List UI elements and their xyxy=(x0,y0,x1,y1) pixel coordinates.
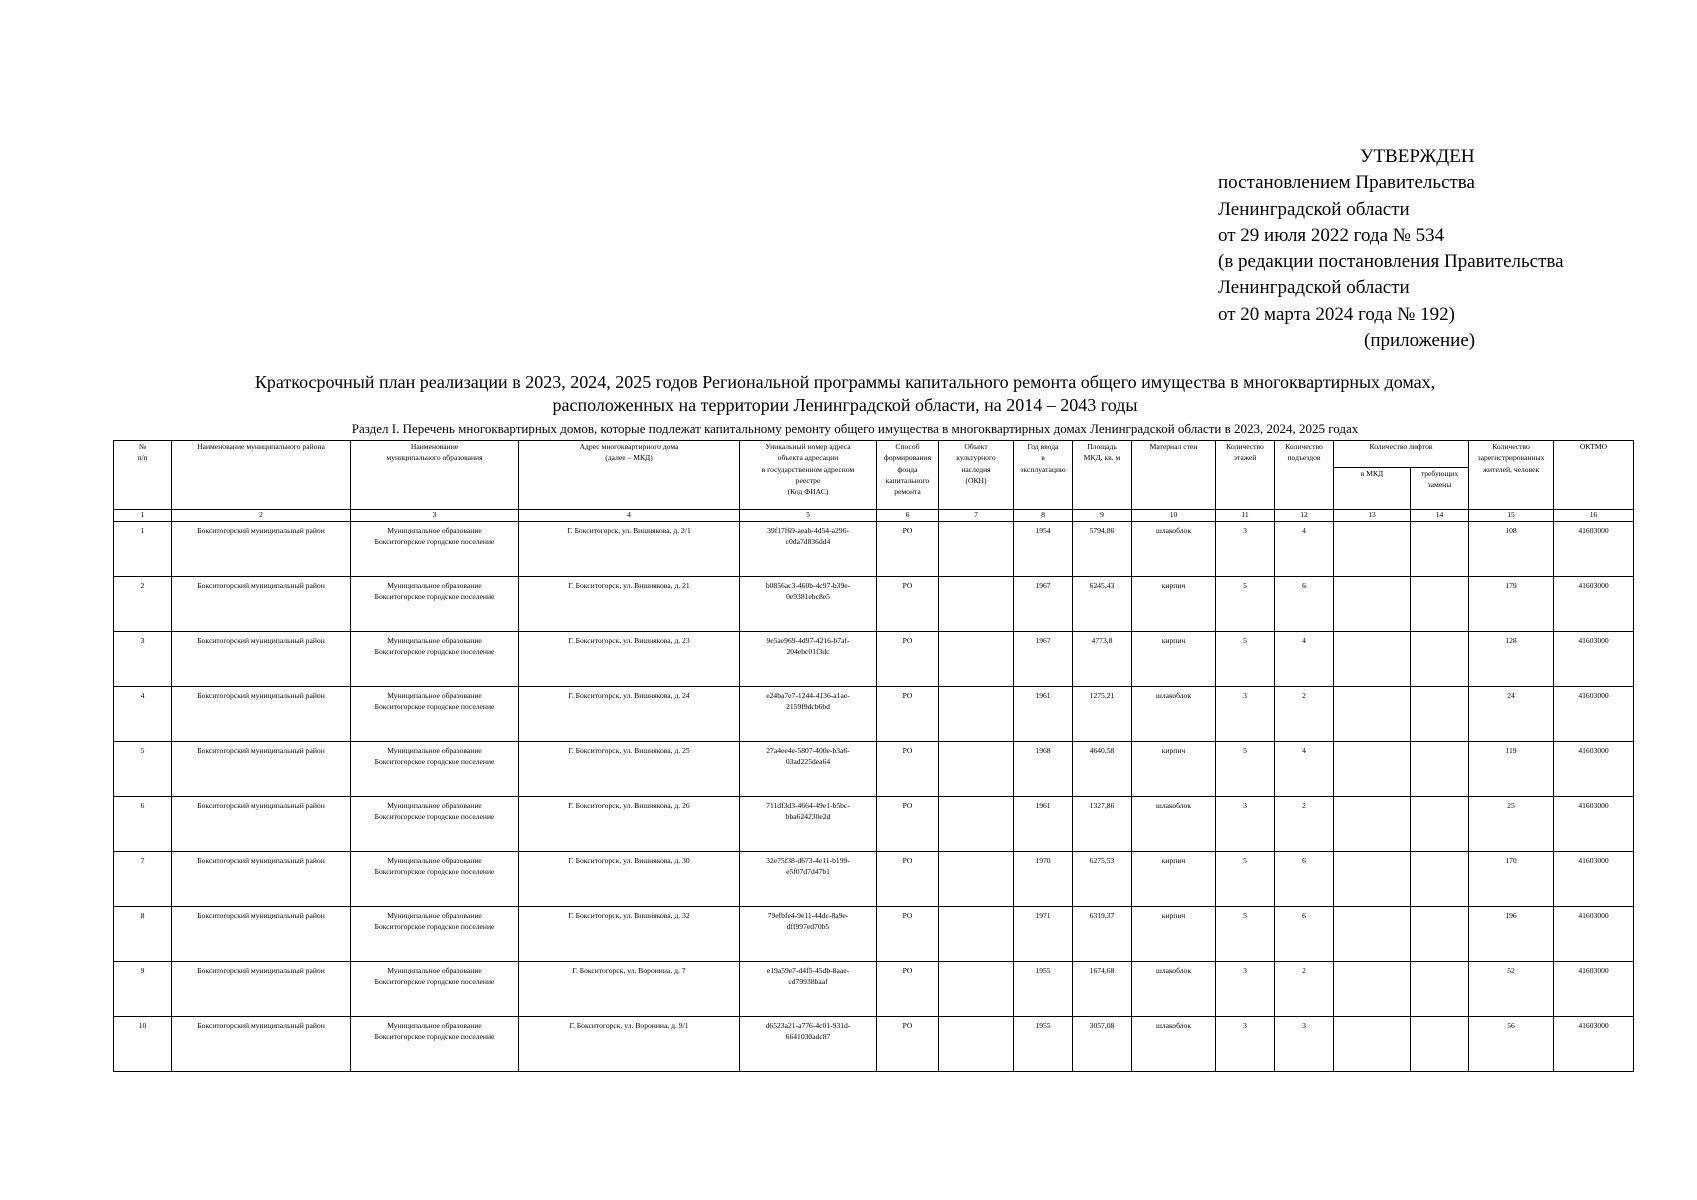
cell-lifts-total xyxy=(1334,522,1411,577)
column-number-cell: 6 xyxy=(877,510,939,522)
cell-oktmo: 41603000 xyxy=(1554,577,1634,632)
header-cell-heritage xyxy=(939,441,1014,510)
cell-year: 1971 xyxy=(1014,907,1073,962)
header-text-line: Уникальный номер адреса xyxy=(765,442,851,451)
header-text-line: муниципального образования xyxy=(386,453,483,463)
cell-oktmo: 41603000 xyxy=(1554,962,1634,1017)
cell-number: 9 xyxy=(114,962,172,1017)
cell-residents: 25 xyxy=(1469,797,1554,852)
cell-residents: 52 xyxy=(1469,962,1554,1017)
cell-lifts-total xyxy=(1334,1017,1411,1072)
cell-municipality-line: Бокситогорское городское поселение xyxy=(374,537,495,547)
cell-residents: 56 xyxy=(1469,1017,1554,1072)
header-text-line: фонда xyxy=(897,464,918,474)
cell-fias xyxy=(740,577,877,632)
cell-fias-line: 32e75f38-d673-4e11-b199- xyxy=(766,856,850,865)
cell-floors: 5 xyxy=(1216,907,1275,962)
cell-year: 1955 xyxy=(1014,962,1073,1017)
table-row xyxy=(114,1017,1634,1072)
column-number-cell: 8 xyxy=(1014,510,1073,522)
header-text-line: (далее – МКД) xyxy=(605,453,653,463)
header-text-line: Количество xyxy=(1492,442,1530,451)
cell-fias xyxy=(740,742,877,797)
approval-heading: УТВЕРЖДЕН xyxy=(1360,146,1475,167)
cell-fund-method: РО xyxy=(877,742,939,797)
header-cell-area xyxy=(1073,441,1132,510)
cell-fias xyxy=(740,962,877,1017)
cell-fias xyxy=(740,797,877,852)
header-text-line: Наименование муниципального района xyxy=(197,442,325,451)
cell-municipality-line: Бокситогорское городское поселение xyxy=(374,812,495,822)
cell-area: 6245,43 xyxy=(1073,577,1132,632)
cell-number: 1 xyxy=(114,522,172,577)
header-cell-lifts-group xyxy=(1334,441,1469,468)
housing-table xyxy=(113,440,1634,1072)
cell-fias-line: 6641030adc87 xyxy=(785,1032,831,1042)
header-text-line: требующих xyxy=(1420,469,1459,478)
cell-fund-method: РО xyxy=(877,632,939,687)
header-text-line: Способ xyxy=(895,442,920,451)
cell-wall-material: шлакоблок xyxy=(1132,1017,1216,1072)
cell-fias-line: e24ba7e7-1244-4136-a1ae- xyxy=(766,691,850,700)
header-text-line: реестре xyxy=(795,475,821,485)
header-text-line: Материал стен xyxy=(1149,442,1198,451)
approval-line: постановлением Правительства xyxy=(1218,172,1475,194)
cell-municipality-line: Бокситогорское городское поселение xyxy=(374,922,495,932)
cell-year: 1967 xyxy=(1014,632,1073,687)
cell-district: Бокситогорский муниципальный район xyxy=(172,577,351,632)
cell-lifts-replace xyxy=(1411,797,1469,852)
document-title-line: расположенных на территории Ленинградской области, на 2014 – 2043 годы xyxy=(552,395,1138,415)
cell-year: 1967 xyxy=(1014,577,1073,632)
table-row xyxy=(114,577,1634,632)
cell-year: 1970 xyxy=(1014,852,1073,907)
header-cell-lifts-total xyxy=(1334,468,1411,510)
header-cell-year xyxy=(1014,441,1073,510)
cell-municipality-line: Муниципальное образование xyxy=(387,1021,482,1030)
cell-lifts-total xyxy=(1334,852,1411,907)
cell-entrances: 6 xyxy=(1275,577,1334,632)
cell-residents: 128 xyxy=(1469,632,1554,687)
header-cell-lifts-replace xyxy=(1411,468,1469,510)
cell-municipality-line: Муниципальное образование xyxy=(387,911,482,920)
cell-district: Бокситогорский муниципальный район xyxy=(172,522,351,577)
cell-heritage xyxy=(939,1017,1014,1072)
cell-residents: 24 xyxy=(1469,687,1554,742)
header-text-line: формирования xyxy=(883,453,932,463)
cell-area: 6319,37 xyxy=(1073,907,1132,962)
cell-address: Г. Бокситогорск, ул. Вишнякова, д. 25 xyxy=(519,742,740,797)
cell-district: Бокситогорский муниципальный район xyxy=(172,797,351,852)
cell-wall-material: шлакоблок xyxy=(1132,687,1216,742)
cell-wall-material: шлакоблок xyxy=(1132,522,1216,577)
cell-address: Г. Бокситогорск, ул. Воронина, д. 7 xyxy=(519,962,740,1017)
cell-lifts-total xyxy=(1334,962,1411,1017)
cell-heritage xyxy=(939,742,1014,797)
cell-fias-line: b0856ac3-460b-4c97-b39e- xyxy=(765,581,851,590)
cell-district: Бокситогорский муниципальный район xyxy=(172,687,351,742)
cell-heritage xyxy=(939,522,1014,577)
header-cell-oktmo xyxy=(1554,441,1634,510)
header-text-line: Наименование xyxy=(410,442,459,451)
header-cell-residents xyxy=(1469,441,1554,510)
cell-oktmo: 41603000 xyxy=(1554,742,1634,797)
section-title: Раздел I. Перечень многоквартирных домов, которые подлежат капитальному ремонту общего имущества в многоквартирных домах Ленинградской области в 2023, 2024, 2025 годах xyxy=(351,421,1359,436)
header-cell-entrances xyxy=(1275,441,1334,510)
cell-lifts-replace xyxy=(1411,522,1469,577)
header-text-line: зарегистрированных xyxy=(1477,453,1545,463)
header-text-line: в государственном адресном xyxy=(761,464,855,474)
cell-fias-line: 9e5ae969-4d97-4216-b7af- xyxy=(766,636,850,645)
approval-line: Ленинградской области xyxy=(1218,277,1410,299)
cell-municipality-line: Муниципальное образование xyxy=(387,691,482,700)
approval-appendix-label: (приложение) xyxy=(1364,330,1476,352)
cell-oktmo: 41603000 xyxy=(1554,1017,1634,1072)
cell-municipality-line: Бокситогорское городское поселение xyxy=(374,702,495,712)
cell-lifts-replace xyxy=(1411,742,1469,797)
cell-heritage xyxy=(939,577,1014,632)
cell-number: 3 xyxy=(114,632,172,687)
cell-fias-line: bba624230e2d xyxy=(785,812,831,822)
header-text-line: капитального xyxy=(885,475,930,485)
table-row xyxy=(114,907,1634,962)
cell-number: 5 xyxy=(114,742,172,797)
header-cell-fias xyxy=(740,441,877,510)
cell-oktmo: 41603000 xyxy=(1554,797,1634,852)
column-number-cell: 15 xyxy=(1469,510,1554,522)
header-text-line: в xyxy=(1041,453,1045,463)
cell-municipality-line: Бокситогорское городское поселение xyxy=(374,867,495,877)
header-text-line: эксплуатацию xyxy=(1020,464,1066,474)
header-text-line: № xyxy=(138,442,147,451)
column-number-cell: 12 xyxy=(1275,510,1334,522)
cell-year: 1968 xyxy=(1014,742,1073,797)
header-text-line: наследия xyxy=(961,464,991,474)
cell-address: Г. Бокситогорск, ул. Вишнякова, д. 23 xyxy=(519,632,740,687)
cell-area: 4640,58 xyxy=(1073,742,1132,797)
cell-district: Бокситогорский муниципальный район xyxy=(172,852,351,907)
header-cell-fund-method xyxy=(877,441,939,510)
header-text-line: Количество xyxy=(1226,442,1264,451)
header-text-line: ремонта xyxy=(894,487,921,497)
cell-lifts-replace xyxy=(1411,962,1469,1017)
cell-fias xyxy=(740,907,877,962)
cell-fias-line: 79efbfe4-9e11-44dc-8a9e- xyxy=(767,911,849,920)
cell-floors: 3 xyxy=(1216,1017,1275,1072)
cell-wall-material: кирпич xyxy=(1132,577,1216,632)
header-text-line: объекта адресации xyxy=(777,453,839,463)
cell-number: 6 xyxy=(114,797,172,852)
header-text-line: Количество лифтов xyxy=(1369,442,1433,451)
cell-area: 5794,86 xyxy=(1073,522,1132,577)
header-text-line: (Код ФИАС) xyxy=(787,487,829,497)
cell-district: Бокситогорский муниципальный район xyxy=(172,962,351,1017)
cell-lifts-total xyxy=(1334,687,1411,742)
cell-wall-material: кирпич xyxy=(1132,907,1216,962)
cell-area: 1674,68 xyxy=(1073,962,1132,1017)
column-number-cell: 10 xyxy=(1132,510,1216,522)
cell-fund-method: РО xyxy=(877,687,939,742)
cell-district: Бокситогорский муниципальный район xyxy=(172,1017,351,1072)
cell-lifts-replace xyxy=(1411,907,1469,962)
cell-wall-material: шлакоблок xyxy=(1132,962,1216,1017)
cell-lifts-total xyxy=(1334,907,1411,962)
cell-lifts-replace xyxy=(1411,687,1469,742)
cell-area: 1275,21 xyxy=(1073,687,1132,742)
cell-municipality-line: Бокситогорское городское поселение xyxy=(374,592,495,602)
cell-municipality-line: Муниципальное образование xyxy=(387,746,482,755)
cell-entrances: 6 xyxy=(1275,852,1334,907)
cell-fias-line: d6523a21-a776-4c01-931d- xyxy=(765,1021,851,1030)
cell-residents: 196 xyxy=(1469,907,1554,962)
cell-entrances: 4 xyxy=(1275,742,1334,797)
column-number-cell: 2 xyxy=(172,510,351,522)
table-row xyxy=(114,742,1634,797)
cell-district: Бокситогорский муниципальный район xyxy=(172,632,351,687)
header-text-line: МКД, кв. м xyxy=(1083,453,1121,463)
cell-lifts-total xyxy=(1334,577,1411,632)
cell-municipality-line: Бокситогорское городское поселение xyxy=(374,977,495,987)
cell-fias-line: 39f17f69-aeab-4d54-a296- xyxy=(767,526,849,535)
cell-address: Г. Бокситогорск, ул. Вишнякова, д. 32 xyxy=(519,907,740,962)
cell-oktmo: 41603000 xyxy=(1554,687,1634,742)
cell-area: 6275,53 xyxy=(1073,852,1132,907)
cell-year: 1961 xyxy=(1014,797,1073,852)
cell-heritage xyxy=(939,632,1014,687)
cell-municipality-line: Муниципальное образование xyxy=(387,581,482,590)
approval-line: от 29 июля 2022 года № 534 xyxy=(1218,224,1445,246)
cell-district: Бокситогорский муниципальный район xyxy=(172,907,351,962)
cell-district: Бокситогорский муниципальный район xyxy=(172,742,351,797)
header-text-line: замены xyxy=(1427,480,1452,490)
cell-heritage xyxy=(939,852,1014,907)
column-number-cell: 16 xyxy=(1554,510,1634,522)
cell-municipality-line: Муниципальное образование xyxy=(387,801,482,810)
cell-municipality xyxy=(351,1017,519,1072)
cell-residents: 119 xyxy=(1469,742,1554,797)
cell-municipality xyxy=(351,522,519,577)
column-number-cell: 5 xyxy=(740,510,877,522)
header-cell-floors xyxy=(1216,441,1275,510)
header-text-line: (ОКН) xyxy=(965,475,987,485)
column-number-cell: 9 xyxy=(1073,510,1132,522)
cell-fias xyxy=(740,632,877,687)
cell-municipality-line: Муниципальное образование xyxy=(387,856,482,865)
cell-address: Г. Бокситогорск, ул. Вишнякова, д. 26 xyxy=(519,797,740,852)
cell-fias-line: e19a59e7-d4f5-45db-8aae- xyxy=(766,966,850,975)
cell-fias-line: 204ebc01f3dc xyxy=(786,647,830,657)
cell-lifts-replace xyxy=(1411,852,1469,907)
cell-municipality-line: Муниципальное образование xyxy=(387,636,482,645)
cell-municipality-line: Муниципальное образование xyxy=(387,966,482,975)
column-number-cell: 4 xyxy=(519,510,740,522)
cell-floors: 5 xyxy=(1216,632,1275,687)
cell-address: Г. Бокситогорск, ул. Вишнякова, д. 30 xyxy=(519,852,740,907)
cell-floors: 5 xyxy=(1216,577,1275,632)
header-text-line: Площадь xyxy=(1087,442,1117,451)
cell-fund-method: РО xyxy=(877,852,939,907)
approval-stamp xyxy=(1218,144,1658,354)
header-cell-number xyxy=(114,441,172,510)
cell-fias-line: 27a4ee4e-5807-400e-b3a6- xyxy=(766,746,850,755)
cell-fias xyxy=(740,687,877,742)
cell-municipality xyxy=(351,962,519,1017)
cell-lifts-total xyxy=(1334,797,1411,852)
header-cell-wall-material xyxy=(1132,441,1216,510)
header-text-line: Год ввода xyxy=(1027,442,1059,451)
cell-heritage xyxy=(939,797,1014,852)
cell-oktmo: 41603000 xyxy=(1554,632,1634,687)
cell-municipality-line: Бокситогорское городское поселение xyxy=(374,1032,495,1042)
cell-address: Г. Бокситогорск, ул. Вишнякова, д. 24 xyxy=(519,687,740,742)
cell-oktmo: 41603000 xyxy=(1554,852,1634,907)
cell-fias-line: e5f07d7d47b1 xyxy=(786,867,830,877)
cell-municipality xyxy=(351,687,519,742)
cell-fias xyxy=(740,522,877,577)
table-row xyxy=(114,522,1634,577)
cell-municipality-line: Бокситогорское городское поселение xyxy=(374,647,495,657)
cell-fund-method: РО xyxy=(877,577,939,632)
cell-fund-method: РО xyxy=(877,907,939,962)
cell-lifts-replace xyxy=(1411,577,1469,632)
header-cell-address xyxy=(519,441,740,510)
cell-heritage xyxy=(939,907,1014,962)
cell-oktmo: 41603000 xyxy=(1554,907,1634,962)
header-cell-municipality xyxy=(351,441,519,510)
cell-wall-material: кирпич xyxy=(1132,742,1216,797)
column-number-cell: 13 xyxy=(1334,510,1411,522)
cell-residents: 179 xyxy=(1469,577,1554,632)
column-number-cell: 3 xyxy=(351,510,519,522)
header-text-line: Количество xyxy=(1285,442,1323,451)
cell-fias-line: cd79938baaf xyxy=(788,977,828,987)
cell-area: 1327,86 xyxy=(1073,797,1132,852)
cell-lifts-replace xyxy=(1411,1017,1469,1072)
cell-fias-line: 03ad225dea64 xyxy=(785,757,831,767)
cell-entrances: 2 xyxy=(1275,962,1334,1017)
cell-area: 3057,08 xyxy=(1073,1017,1132,1072)
header-cell-district xyxy=(172,441,351,510)
cell-heritage xyxy=(939,687,1014,742)
cell-fias-line: 711df3d3-4664-49e1-b5bc- xyxy=(766,801,850,810)
cell-entrances: 3 xyxy=(1275,1017,1334,1072)
cell-fias xyxy=(740,852,877,907)
table-row xyxy=(114,852,1634,907)
cell-fias xyxy=(740,1017,877,1072)
cell-municipality xyxy=(351,907,519,962)
table-row xyxy=(114,797,1634,852)
cell-residents: 108 xyxy=(1469,522,1554,577)
header-text-line: Адрес многоквартирного дома xyxy=(579,442,679,451)
cell-fund-method: РО xyxy=(877,522,939,577)
cell-entrances: 6 xyxy=(1275,907,1334,962)
cell-number: 4 xyxy=(114,687,172,742)
cell-year: 1961 xyxy=(1014,687,1073,742)
cell-floors: 3 xyxy=(1216,687,1275,742)
cell-year: 1954 xyxy=(1014,522,1073,577)
cell-residents: 170 xyxy=(1469,852,1554,907)
cell-municipality xyxy=(351,632,519,687)
cell-number: 7 xyxy=(114,852,172,907)
cell-floors: 5 xyxy=(1216,742,1275,797)
cell-fund-method: РО xyxy=(877,797,939,852)
cell-lifts-replace xyxy=(1411,632,1469,687)
approval-line: от 20 марта 2024 года № 192) xyxy=(1218,303,1455,325)
cell-entrances: 4 xyxy=(1275,632,1334,687)
cell-oktmo: 41603000 xyxy=(1554,522,1634,577)
cell-floors: 3 xyxy=(1216,797,1275,852)
document-title xyxy=(110,371,1580,417)
header-text-line: ОКТМО xyxy=(1579,442,1608,451)
cell-address: Г. Бокситогорск, ул. Вишнякова, д. 2/1 xyxy=(519,522,740,577)
approval-line: Ленинградской области xyxy=(1218,198,1410,220)
cell-number: 8 xyxy=(114,907,172,962)
cell-address: Г. Бокситогорск, ул. Вишнякова, д. 21 xyxy=(519,577,740,632)
cell-wall-material: кирпич xyxy=(1132,632,1216,687)
table-row xyxy=(114,632,1634,687)
cell-municipality-line: Муниципальное образование xyxy=(387,526,482,535)
cell-municipality xyxy=(351,797,519,852)
cell-entrances: 2 xyxy=(1275,797,1334,852)
cell-year: 1955 xyxy=(1014,1017,1073,1072)
cell-lifts-total xyxy=(1334,632,1411,687)
document-title-line: Краткосрочный план реализации в 2023, 2024, 2025 годов Региональной программы капитального ремонта общего имущества в многоквартирных домах, xyxy=(254,372,1436,392)
cell-municipality xyxy=(351,742,519,797)
cell-floors: 3 xyxy=(1216,522,1275,577)
cell-area: 4773,8 xyxy=(1073,632,1132,687)
header-text-line: жителей, человек xyxy=(1482,464,1540,474)
cell-fias-line: c0da7d836dd4 xyxy=(785,537,831,547)
cell-wall-material: шлакоблок xyxy=(1132,797,1216,852)
cell-entrances: 2 xyxy=(1275,687,1334,742)
header-text-line: в МКД xyxy=(1360,469,1384,478)
header-text-line: Объект xyxy=(964,442,988,451)
column-number-cell: 1 xyxy=(114,510,172,522)
cell-address: Г. Бокситогорск, ул. Воронина, д. 9/1 xyxy=(519,1017,740,1072)
cell-wall-material: кирпич xyxy=(1132,852,1216,907)
cell-fund-method: РО xyxy=(877,1017,939,1072)
table-body xyxy=(114,522,1634,1072)
column-number-row xyxy=(114,510,1634,522)
cell-municipality-line: Бокситогорское городское поселение xyxy=(374,757,495,767)
header-text-line: культурного xyxy=(956,453,996,463)
cell-floors: 5 xyxy=(1216,852,1275,907)
header-text-line: подъездов xyxy=(1287,453,1321,463)
cell-lifts-total xyxy=(1334,742,1411,797)
header-text-line: этажей xyxy=(1233,453,1257,463)
cell-heritage xyxy=(939,962,1014,1017)
column-number-cell: 14 xyxy=(1411,510,1469,522)
cell-number: 2 xyxy=(114,577,172,632)
column-number-cell: 7 xyxy=(939,510,1014,522)
column-number-cell: 11 xyxy=(1216,510,1275,522)
cell-fias-line: 2159f9dcb6bd xyxy=(786,702,830,712)
cell-floors: 3 xyxy=(1216,962,1275,1017)
cell-fias-line: 0e9381ebc8e5 xyxy=(786,592,830,602)
cell-fund-method: РО xyxy=(877,962,939,1017)
approval-line: (в редакции постановления Правительства xyxy=(1218,251,1564,273)
cell-number: 10 xyxy=(114,1017,172,1072)
cell-municipality xyxy=(351,852,519,907)
cell-fias-line: dff997ed70b5 xyxy=(786,922,830,932)
table-row xyxy=(114,962,1634,1017)
cell-entrances: 4 xyxy=(1275,522,1334,577)
table-row xyxy=(114,687,1634,742)
header-text-line: п/п xyxy=(137,453,148,463)
cell-municipality xyxy=(351,577,519,632)
